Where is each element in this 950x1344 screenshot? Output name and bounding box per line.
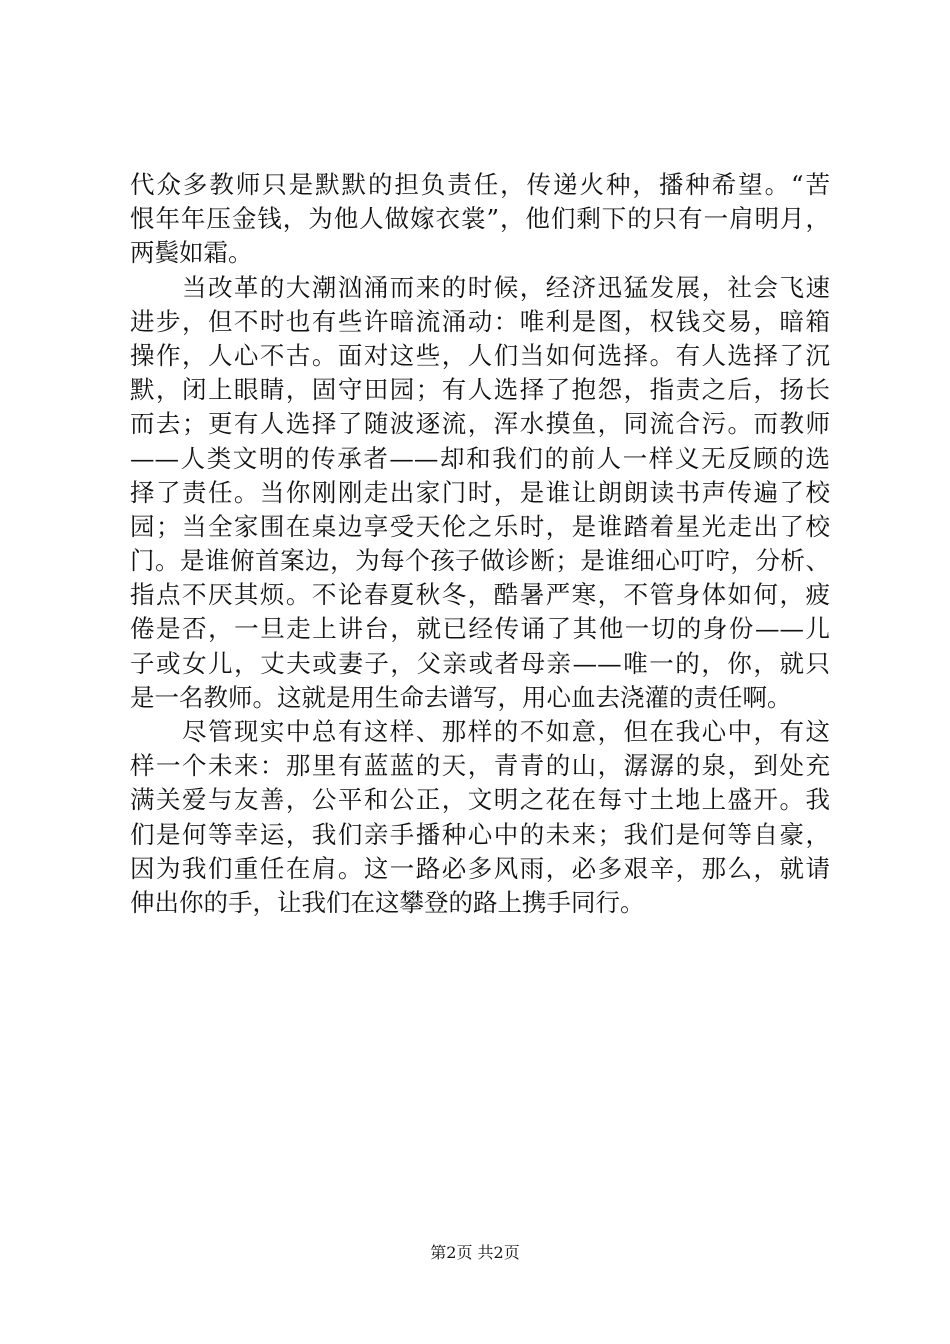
text-line: 园；当全家围在桌边享受天伦之乐时，是谁踏着星光走出了校 [130,511,830,541]
text-line: 样一个未来：那里有蓝蓝的天，青青的山，潺潺的泉，到处充 [130,751,830,781]
text-line: 门。是谁俯首案边，为每个孩子做诊断；是谁细心叮咛，分析、 [130,546,830,576]
text-line: 操作，人心不古。面对这些，人们当如何选择。有人选择了沉 [130,340,830,370]
text-line: 尽管现实中总有这样、那样的不如意，但在我心中，有这 [130,717,830,746]
text-line: 两鬓如霜。 [130,238,253,268]
page-number-footer: 第2页 共2页 [430,1243,520,1262]
text-line: 是一名教师。这就是用生命去谱写，用心血去浇灌的责任啊。 [130,682,792,712]
text-line: 进步，但不时也有些许暗流涌动：唯利是图，权钱交易，暗箱 [130,306,830,336]
text-line: 子或女儿，丈夫或妻子，父亲或者母亲——唯一的，你，就只 [130,648,830,678]
text-line: 们是何等幸运，我们亲手播种心中的未来；我们是何等自豪， [130,819,830,849]
text-line: 满关爱与友善，公平和公正，文明之花在每寸土地上盛开。我 [130,785,830,815]
text-line: 代众多教师只是默默的担负责任，传递火种，播种希望。“苦 [130,170,830,199]
text-line: 恨年年压金钱，为他人做嫁衣裳”，他们剩下的只有一肩明月， [130,204,830,234]
text-line: 择了责任。当你刚刚走出家门时，是谁让朗朗读书声传遍了校 [130,477,830,507]
text-line: 指点不厌其烦。不论春夏秋冬，酷暑严寒，不管身体如何，疲 [130,580,830,610]
text-line: 伸出你的手，让我们在这攀登的路上携手同行。 [130,887,645,917]
text-line: 当改革的大潮汹涌而来的时候，经济迅猛发展，社会飞速 [130,272,830,302]
text-line: 而去；更有人选择了随波逐流，浑水摸鱼，同流合污。而教师 [130,409,830,439]
text-line: 默，闭上眼睛，固守田园；有人选择了抱怨，指责之后，扬长 [130,375,830,405]
text-line: 倦是否，一旦走上讲台，就已经传诵了其他一切的身份——儿 [130,614,830,644]
text-line: 因为我们重任在肩。这一路必多风雨，必多艰辛，那么，就请 [130,853,830,883]
document-body [130,168,830,920]
text-line: ——人类文明的传承者——却和我们的前人一样义无反顾的选 [130,443,830,473]
